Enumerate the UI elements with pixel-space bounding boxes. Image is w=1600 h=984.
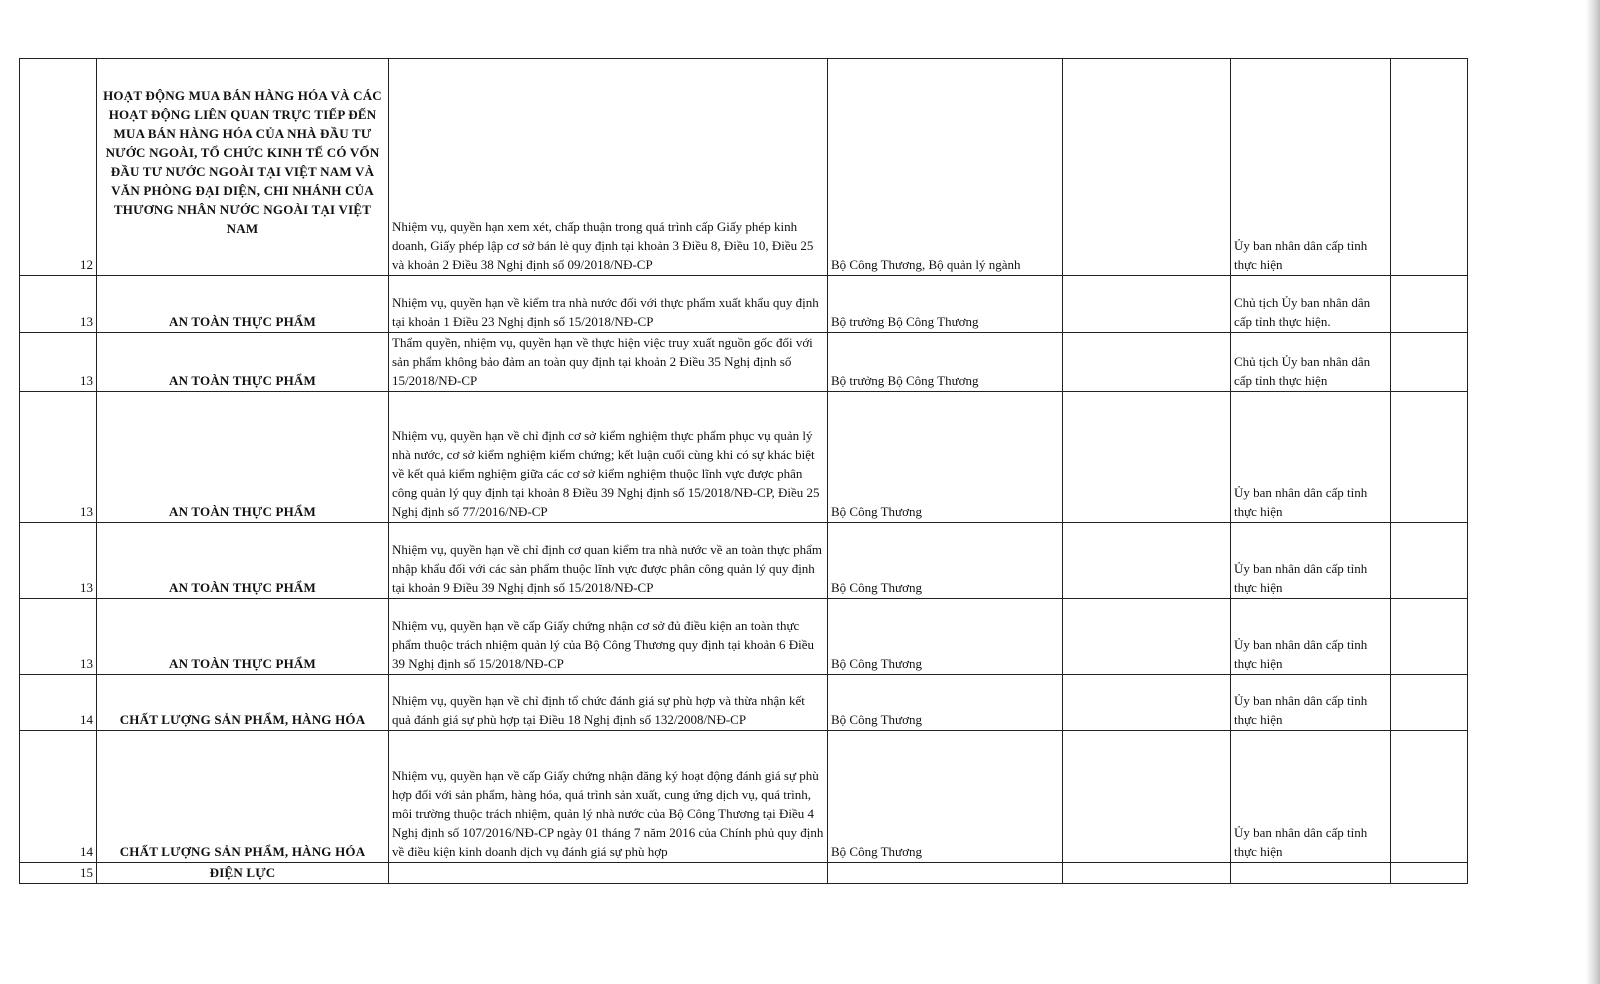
empty-cell bbox=[1391, 731, 1468, 863]
task-description: Nhiệm vụ, quyền hạn xem xét, chấp thuận trong quá trình cấp Giấy phép kinh doanh, Giấy phép lập cơ sở bán lẻ quy định tại khoản 3 Điều 8, Điều 10, Điều 25 và khoản 2 Điều 38 Nghị định số 09/2018/NĐ-CP bbox=[389, 59, 828, 276]
authority-cell: Bộ Công Thương, Bộ quản lý ngành bbox=[828, 59, 1063, 276]
table-row bbox=[20, 675, 1468, 731]
implementer-cell: Ủy ban nhân dân cấp tỉnh thực hiện bbox=[1231, 599, 1391, 675]
empty-cell bbox=[1063, 863, 1231, 884]
authority-cell: Bộ trưởng Bộ Công Thương bbox=[828, 333, 1063, 392]
sector-title: CHẤT LƯỢNG SẢN PHẨM, HÀNG HÓA bbox=[97, 675, 389, 731]
implementer-cell bbox=[1231, 863, 1391, 884]
empty-cell bbox=[1391, 59, 1468, 276]
sector-title: CHẤT LƯỢNG SẢN PHẨM, HÀNG HÓA bbox=[97, 731, 389, 863]
table-row bbox=[20, 333, 1468, 392]
sector-title: AN TOÀN THỰC PHẨM bbox=[97, 276, 389, 333]
sector-title: ĐIỆN LỰC bbox=[97, 863, 389, 884]
empty-cell bbox=[1063, 333, 1231, 392]
row-number: 12 bbox=[20, 59, 97, 276]
sector-title: AN TOÀN THỰC PHẨM bbox=[97, 599, 389, 675]
empty-cell bbox=[1063, 731, 1231, 863]
task-description: Nhiệm vụ, quyền hạn về chỉ định cơ sở kiểm nghiệm thực phẩm phục vụ quản lý nhà nước, cơ sở kiểm nghiệm kiểm chứng; kết luận cuối cùng khi có sự khác biệt về kết quả kiểm nghiệm giữa các cơ sở kiểm nghiệm thuộc lĩnh vực được phân công quản lý quy định tại khoản 8 Điều 39 Nghị định số 15/2018/NĐ-CP, Điều 25 Nghị định số 77/2016/NĐ-CP bbox=[389, 392, 828, 523]
empty-cell bbox=[1063, 392, 1231, 523]
empty-cell bbox=[1391, 599, 1468, 675]
table-row bbox=[20, 599, 1468, 675]
task-description: Nhiệm vụ, quyền hạn về chỉ định cơ quan kiểm tra nhà nước về an toàn thực phẩm nhập khẩu đối với các sản phẩm thuộc lĩnh vực được phân công quản lý quy định tại khoản 9 Điều 39 Nghị định số 15/2018/NĐ-CP bbox=[389, 523, 828, 599]
row-number: 14 bbox=[20, 731, 97, 863]
row-number: 13 bbox=[20, 599, 97, 675]
empty-cell bbox=[1063, 675, 1231, 731]
row-number: 13 bbox=[20, 276, 97, 333]
empty-cell bbox=[1391, 392, 1468, 523]
task-description: Nhiệm vụ, quyền hạn về chỉ định tổ chức đánh giá sự phù hợp và thừa nhận kết quả đánh giá sự phù hợp tại Điều 18 Nghị định số 132/2008/NĐ-CP bbox=[389, 675, 828, 731]
task-description: Nhiệm vụ, quyền hạn về cấp Giấy chứng nhận đăng ký hoạt động đánh giá sự phù hợp đối với sản phẩm, hàng hóa, quá trình sản xuất, cung ứng dịch vụ, quá trình, môi trường thuộc trách nhiệm, quản lý nhà nước của Bộ Công Thương tại Điều 4 Nghị định số 107/2016/NĐ-CP ngày 01 tháng 7 năm 2016 của Chính phủ quy định về điều kiện kinh doanh dịch vụ đánh giá sự phù hợp bbox=[389, 731, 828, 863]
table-row bbox=[20, 276, 1468, 333]
implementer-cell: Chủ tịch Ủy ban nhân dân cấp tỉnh thực hiện bbox=[1231, 333, 1391, 392]
authority-cell bbox=[828, 863, 1063, 884]
implementer-cell: Ủy ban nhân dân cấp tỉnh thực hiện bbox=[1231, 675, 1391, 731]
row-number: 14 bbox=[20, 675, 97, 731]
authority-cell: Bộ Công Thương bbox=[828, 599, 1063, 675]
authority-cell: Bộ trưởng Bộ Công Thương bbox=[828, 276, 1063, 333]
empty-cell bbox=[1063, 276, 1231, 333]
table-row bbox=[20, 392, 1468, 523]
empty-cell bbox=[1391, 675, 1468, 731]
task-description bbox=[389, 863, 828, 884]
implementer-cell: Ủy ban nhân dân cấp tỉnh thực hiện bbox=[1231, 731, 1391, 863]
row-number: 15 bbox=[20, 863, 97, 884]
implementer-cell: Ủy ban nhân dân cấp tỉnh thực hiện bbox=[1231, 523, 1391, 599]
empty-cell bbox=[1391, 333, 1468, 392]
table-row bbox=[20, 523, 1468, 599]
table-row bbox=[20, 59, 1468, 276]
row-number: 13 bbox=[20, 523, 97, 599]
empty-cell bbox=[1063, 599, 1231, 675]
sector-title: AN TOÀN THỰC PHẨM bbox=[97, 333, 389, 392]
empty-cell bbox=[1391, 863, 1468, 884]
task-description: Thẩm quyền, nhiệm vụ, quyền hạn về thực hiện việc truy xuất nguồn gốc đối với sản phẩm không bảo đảm an toàn quy định tại khoản 2 Điều 35 Nghị định số 15/2018/NĐ-CP bbox=[389, 333, 828, 392]
empty-cell bbox=[1063, 59, 1231, 276]
implementer-cell: Ủy ban nhân dân cấp tỉnh thực hiện bbox=[1231, 59, 1391, 276]
sector-title: HOẠT ĐỘNG MUA BÁN HÀNG HÓA VÀ CÁC HOẠT ĐỘNG LIÊN QUAN TRỰC TIẾP ĐẾN MUA BÁN HÀNG HÓA CỦA NHÀ ĐẦU TƯ NƯỚC NGOÀI, TỔ CHỨC KINH TẾ CÓ VỐN ĐẦU TƯ NƯỚC NGOÀI TẠI VIỆT NAM VÀ VĂN PHÒNG ĐẠI DIỆN, CHI NHÁNH CỦA THƯƠNG NHÂN NƯỚC NGOÀI TẠI VIỆT NAM bbox=[97, 59, 389, 276]
authority-cell: Bộ Công Thương bbox=[828, 392, 1063, 523]
implementer-cell: Ủy ban nhân dân cấp tỉnh thực hiện bbox=[1231, 392, 1391, 523]
task-description: Nhiệm vụ, quyền hạn về cấp Giấy chứng nhận cơ sở đủ điều kiện an toàn thực phẩm thuộc trách nhiệm quản lý của Bộ Công Thương quy định tại khoản 6 Điều 39 Nghị định số 15/2018/NĐ-CP bbox=[389, 599, 828, 675]
empty-cell bbox=[1391, 276, 1468, 333]
implementer-cell: Chủ tịch Ủy ban nhân dân cấp tỉnh thực hiện. bbox=[1231, 276, 1391, 333]
sector-title: AN TOÀN THỰC PHẨM bbox=[97, 392, 389, 523]
authority-cell: Bộ Công Thương bbox=[828, 731, 1063, 863]
empty-cell bbox=[1391, 523, 1468, 599]
page-edge-shadow bbox=[1586, 0, 1600, 984]
authority-cell: Bộ Công Thương bbox=[828, 675, 1063, 731]
task-description: Nhiệm vụ, quyền hạn về kiểm tra nhà nước đối với thực phẩm xuất khẩu quy định tại khoản 1 Điều 23 Nghị định số 15/2018/NĐ-CP bbox=[389, 276, 828, 333]
sector-title: AN TOÀN THỰC PHẨM bbox=[97, 523, 389, 599]
data-table bbox=[19, 58, 1468, 884]
empty-cell bbox=[1063, 523, 1231, 599]
table-row bbox=[20, 731, 1468, 863]
row-number: 13 bbox=[20, 392, 97, 523]
row-number: 13 bbox=[20, 333, 97, 392]
authority-cell: Bộ Công Thương bbox=[828, 523, 1063, 599]
table-row bbox=[20, 863, 1468, 884]
